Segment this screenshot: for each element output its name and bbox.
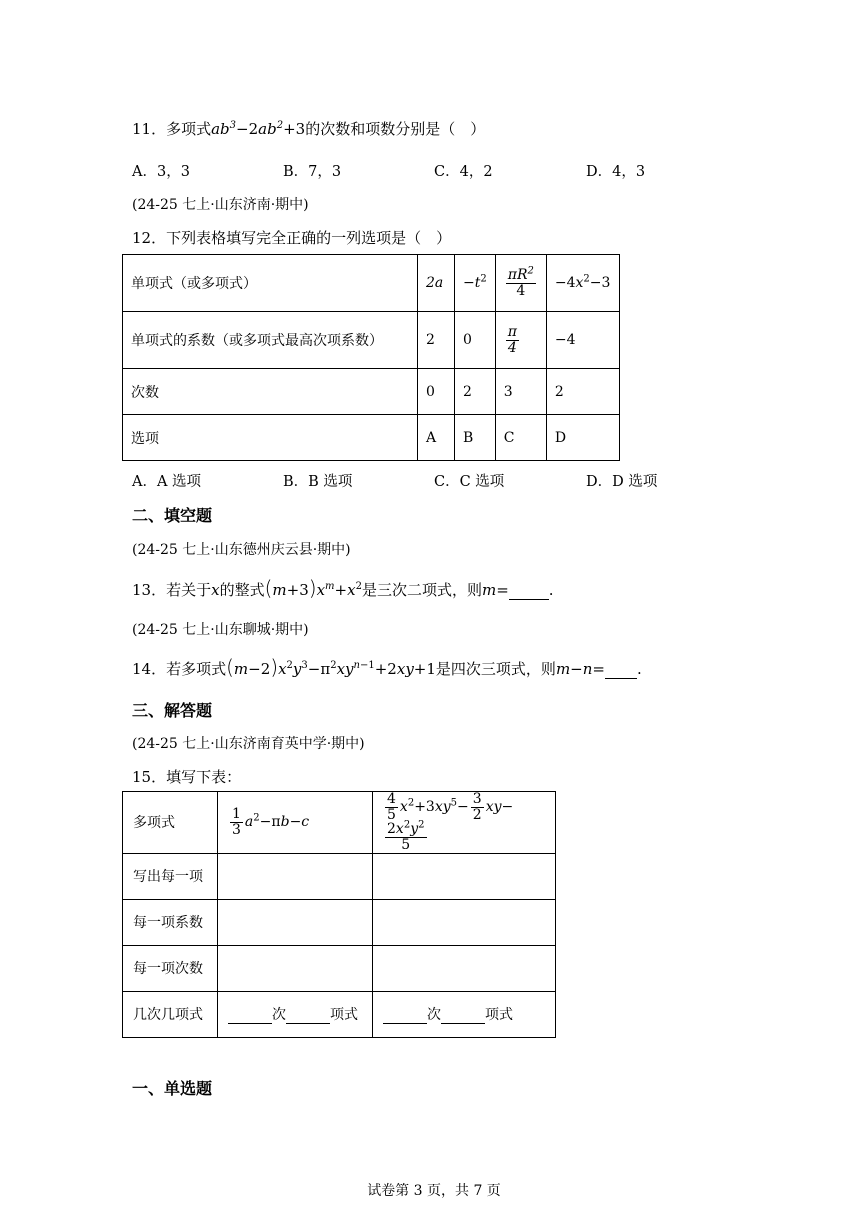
- table-row: 选项 A B C D: [123, 415, 620, 461]
- option-c: C．4，2: [434, 164, 493, 180]
- option-d: D．4，3: [586, 164, 646, 180]
- table-row: 多项式 $\frac{1}{3}$ $a^2-\pi b-c$ $\frac{4}{5}$ $x^2+3xy^5-$ $\frac{3}{2}$ xy− $\frac{2x^2y^2}{5}$: [123, 792, 556, 854]
- answer-blank[interactable]: [383, 1007, 427, 1024]
- section-heading: 三、解答题: [132, 701, 213, 720]
- page-footer: 试卷第 3 页，共 7 页: [367, 1183, 501, 1199]
- answer-cell[interactable]: [373, 853, 556, 899]
- question-12-stem: 12．下列表格填写完全正确的一列选项是（ ）: [132, 229, 452, 247]
- question-15-table: [122, 791, 556, 1038]
- answer-blank[interactable]: [441, 1007, 485, 1024]
- question-13-stem: 13．若关于x的整式$(m+3)x^m+x^2$是三次二项式，则m= .: [132, 576, 554, 600]
- section-heading: 二、填空题: [132, 506, 213, 525]
- option-d: D．D 选项: [586, 474, 658, 490]
- answer-cell[interactable]: [373, 945, 556, 991]
- answer-cell[interactable]: [218, 899, 373, 945]
- answer-blank[interactable]: [286, 1007, 330, 1024]
- source-label: (24-25 七上·山东济南育英中学·期中): [132, 736, 365, 752]
- question-15-stem: 15．填写下表：: [132, 768, 242, 786]
- table-row: 每一项系数: [123, 899, 556, 945]
- section-heading: 一、单选题: [132, 1079, 213, 1098]
- option-a: A．3，3: [132, 164, 190, 180]
- source-label: (24-25 七上·山东聊城·期中): [132, 622, 309, 638]
- table-row: 单项式的系数（或多项式最高次项系数） 2 0 $\frac{\pi}{4}$ −4: [123, 312, 620, 369]
- answer-blank[interactable]: [228, 1007, 272, 1024]
- option-c: C．C 选项: [434, 474, 505, 490]
- table-row: 次数 0 2 3 2: [123, 369, 620, 415]
- option-b: B．7，3: [283, 164, 342, 180]
- answer-blank[interactable]: [509, 581, 549, 600]
- source-label: (24-25 七上·山东济南·期中): [132, 197, 309, 213]
- question-12-table: [122, 254, 620, 461]
- table-row: 每一项次数: [123, 945, 556, 991]
- option-b: B．B 选项: [283, 474, 353, 490]
- answer-cell[interactable]: [218, 853, 373, 899]
- answer-cell[interactable]: [218, 945, 373, 991]
- table-row: 写出每一项: [123, 853, 556, 899]
- question-11-stem: 11．多项式$ab^3-2ab^2+3$的次数和项数分别是（ ）: [132, 120, 486, 138]
- answer-blank[interactable]: [605, 660, 637, 679]
- question-14-stem: 14．若多项式$(m-2)x^2y^3-\pi^2xy^{n-1}+2xy+1$是四次三项式，则m−n= .: [132, 655, 642, 679]
- math-expression: $ab^3$: [211, 120, 237, 138]
- answer-cell[interactable]: [373, 899, 556, 945]
- table-row: 几次几项式 次 项式 次 项式: [123, 991, 556, 1037]
- table-row: 单项式（或多项式） 2a $-t^2$ $\frac{\pi R^2}{4}$ $-4x^2-3$: [123, 255, 620, 312]
- source-label: (24-25 七上·山东德州庆云县·期中): [132, 542, 351, 558]
- option-a: A．A 选项: [132, 474, 202, 490]
